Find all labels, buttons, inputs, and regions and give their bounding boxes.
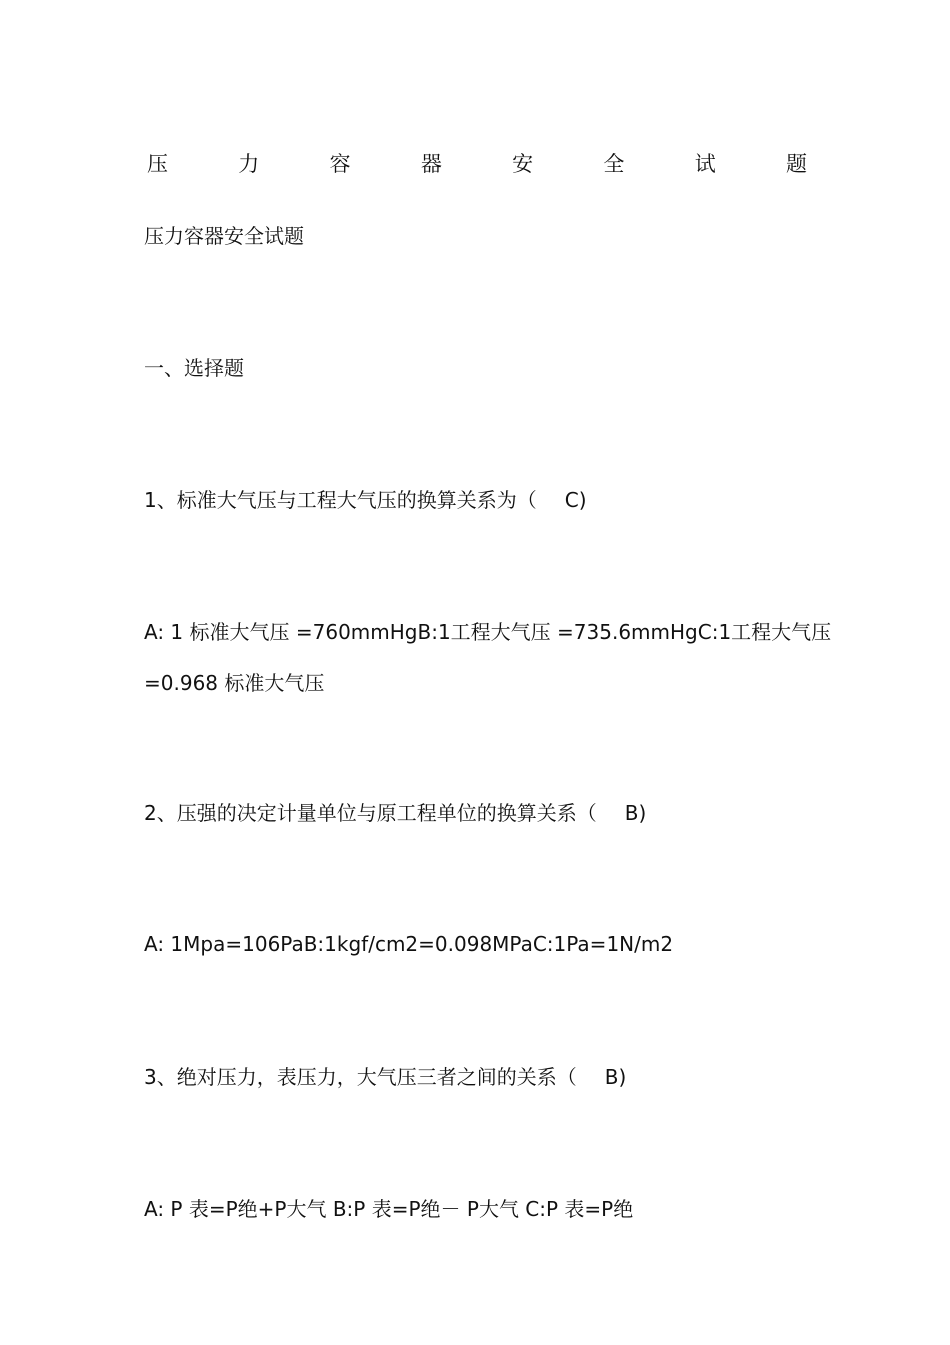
title-char: 压: [147, 152, 168, 176]
question-2-answer: B): [624, 801, 647, 825]
title-char: 器: [420, 152, 442, 176]
question-2-text: 2、压强的决定计量单位与原工程单位的换算关系（: [144, 801, 597, 825]
question-1-text: 1、标准大气压与工程大气压的换算关系为（: [144, 488, 537, 512]
title-char: 安: [512, 152, 534, 176]
question-3: [144, 1063, 626, 1091]
title-char: 题: [785, 152, 807, 176]
question-1: [144, 486, 587, 514]
section-heading: 一、选择题: [144, 356, 244, 380]
title-char: 力: [238, 152, 260, 176]
question-1-options-line-2: =0.968 标准大气压: [144, 671, 325, 695]
question-2-options: A: 1Mpa=106PaB:1kgf/cm2=0.098MPaC:1Pa=1N/m2: [144, 932, 674, 956]
question-1-options-line-1: A: 1 标准大气压 =760mmHgB:1工程大气压 =735.6mmHgC:1工程大气压: [144, 620, 832, 644]
question-2: [144, 799, 646, 827]
title-char: 试: [694, 152, 716, 176]
document-title: [147, 150, 807, 178]
title-char: 容: [329, 152, 351, 176]
document-subtitle: 压力容器安全试题: [144, 224, 304, 248]
question-3-text: 3、绝对压力，表压力，大气压三者之间的关系（: [144, 1065, 577, 1089]
title-char: 全: [603, 152, 625, 176]
question-1-answer: C): [564, 488, 587, 512]
question-3-answer: B): [604, 1065, 627, 1089]
question-3-options: A: P 表=P绝+P大气 B:P 表=P绝－ P大气 C:P 表=P绝: [144, 1197, 634, 1221]
